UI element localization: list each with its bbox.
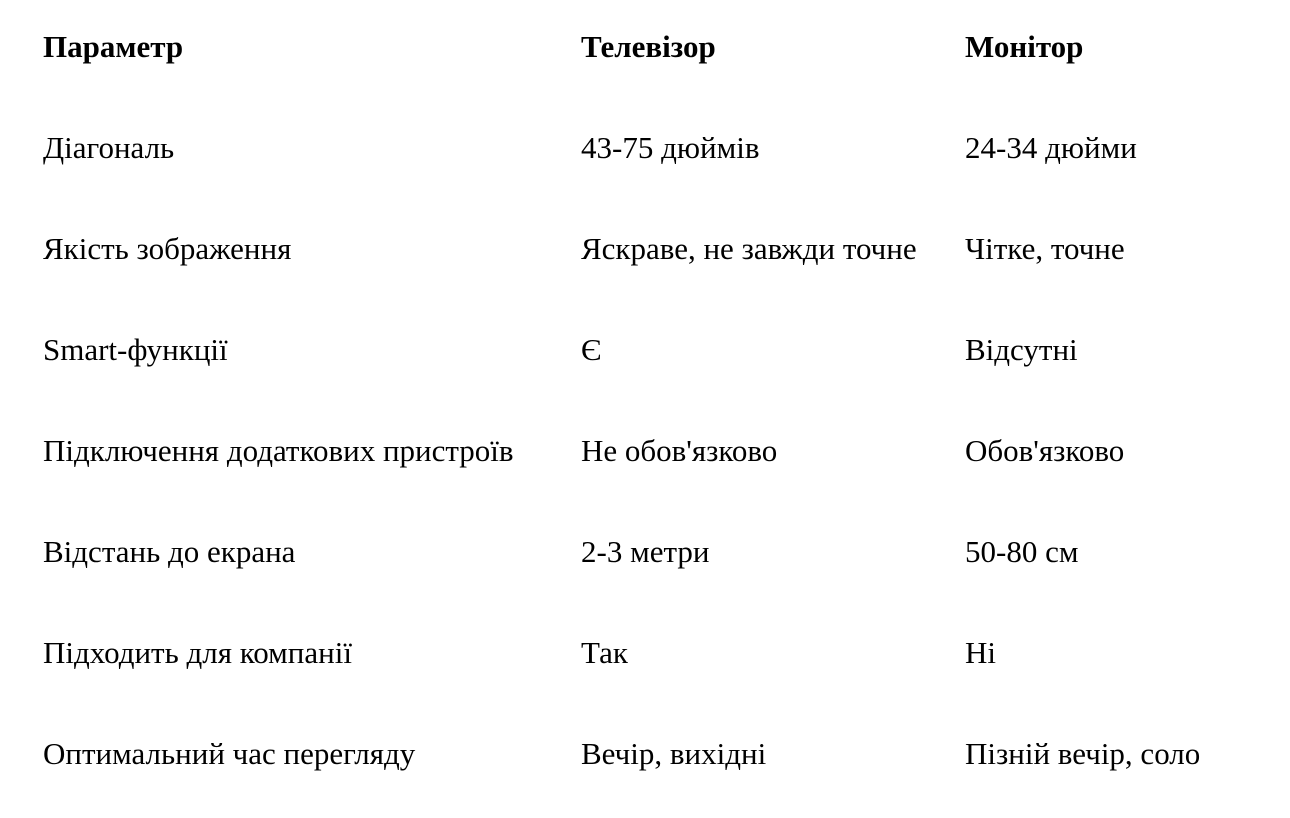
header-monitor: Монітор <box>965 29 1084 64</box>
table-row <box>43 606 1273 707</box>
header-parameter: Параметр <box>43 29 184 64</box>
cell-parameter: Діагональ <box>43 130 175 165</box>
table-row <box>43 707 1273 808</box>
cell-parameter: Підключення додаткових пристроїв <box>43 433 514 468</box>
cell-tv: Яскраве, не завжди точне <box>581 231 917 266</box>
comparison-table <box>43 0 1273 808</box>
cell-tv: Є <box>581 332 602 367</box>
cell-tv: 2-3 метри <box>581 534 710 569</box>
cell-tv: Вечір, вихідні <box>581 736 767 771</box>
table-row <box>43 404 1273 505</box>
cell-parameter: Оптимальний час перегляду <box>43 736 416 771</box>
cell-monitor: Ні <box>965 635 996 670</box>
table-header-row <box>43 0 1273 101</box>
cell-monitor: Пізній вечір, соло <box>965 736 1201 771</box>
cell-monitor: 50-80 см <box>965 534 1079 569</box>
cell-tv: 43-75 дюймів <box>581 130 760 165</box>
cell-monitor: Обов'язково <box>965 433 1125 468</box>
table-row <box>43 505 1273 606</box>
cell-monitor: 24-34 дюйми <box>965 130 1137 165</box>
cell-parameter: Підходить для компанії <box>43 635 352 670</box>
cell-monitor: Відсутні <box>965 332 1078 367</box>
cell-parameter: Якість зображення <box>43 231 292 266</box>
table-row <box>43 202 1273 303</box>
cell-tv: Так <box>581 635 628 670</box>
header-tv: Телевізор <box>581 29 716 64</box>
cell-tv: Не обов'язково <box>581 433 778 468</box>
cell-parameter: Відстань до екрана <box>43 534 296 569</box>
table-row <box>43 101 1273 202</box>
cell-parameter: Smart-функції <box>43 332 228 367</box>
cell-monitor: Чітке, точне <box>965 231 1125 266</box>
table-row <box>43 303 1273 404</box>
